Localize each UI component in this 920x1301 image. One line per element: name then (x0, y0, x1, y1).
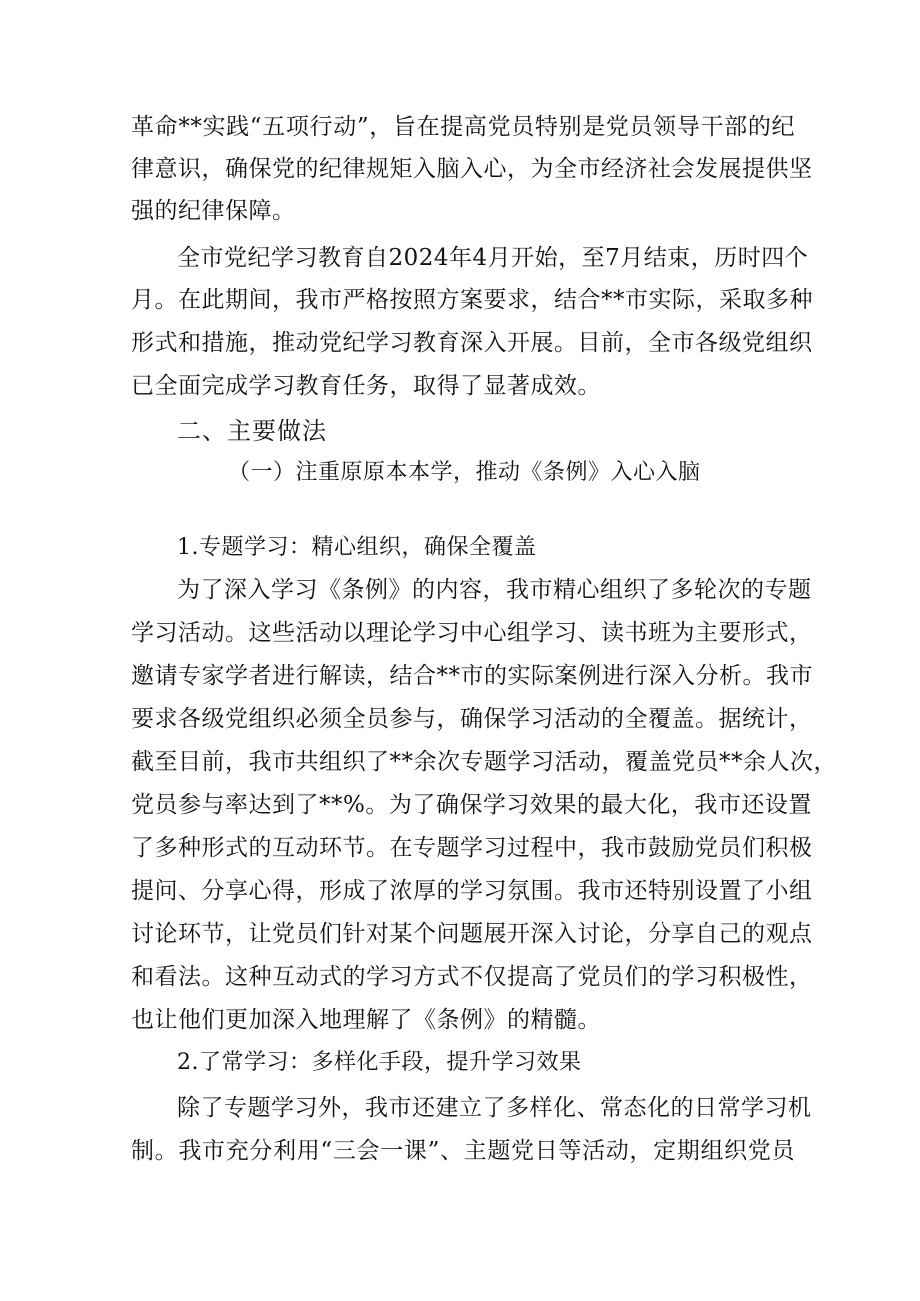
paragraph-3-line-8: 提问、分享心得，形成了浓厚的学习氛围。我市还特别设置了小组 (131, 878, 813, 904)
paragraph-4-line-2: 制。我市充分利用“三会一课”、主题党日等活动，定期组织党员 (131, 1138, 795, 1164)
paragraph-3-line-2: 学习活动。这些活动以理论学习中心组学习、读书班为主要形式， (131, 620, 813, 646)
paragraph-3-line-11: 也让他们更加深入地理解了《条例》的精髓。 (131, 1007, 601, 1033)
paragraph-3-line-3: 邀请专家学者进行解读，结合**市的实际案例进行深入分析。我市 (131, 663, 813, 689)
paragraph-3-line-6: 党员参与率达到了**%。为了确保学习效果的最大化，我市还设置 (131, 792, 812, 818)
paragraph-2-line-3: 形式和措施，推动党纪学习教育深入开展。目前，全市各级党组织 (131, 330, 813, 356)
paragraph-3-line-5: 截至目前，我市共组织了**余次专题学习活动，覆盖党员**余人次， (131, 749, 837, 775)
item-2-heading: 2.了常学习：多样化手段，提升学习效果 (177, 1050, 582, 1075)
paragraph-3-line-7: 了多种形式的互动环节。在专题学习过程中，我市鼓励党员们积极 (131, 835, 813, 861)
paragraph-3-line-10: 和看法。这种互动式的学习方式不仅提高了党员们的学习积极性， (131, 964, 813, 990)
paragraph-3-line-1: 为了深入学习《条例》的内容，我市精心组织了多轮次的专题 (177, 577, 812, 603)
paragraph-2-line-1: 全市党纪学习教育自2024年4月开始，至7月结束，历时四个 (177, 245, 809, 271)
paragraph-1-line-3: 强的纪律保障。 (131, 198, 296, 224)
paragraph-3-line-4: 要求各级党组织必须全员参与，确保学习活动的全覆盖。据统计， (131, 706, 813, 732)
item-1-heading: 1.专题学习：精心组织，确保全覆盖 (177, 535, 537, 560)
paragraph-1-line-2: 律意识，确保党的纪律规矩入脑入心，为全市经济社会发展提供坚 (131, 156, 813, 182)
paragraph-3-line-9: 讨论环节，让党员们针对某个问题展开深入讨论，分享自己的观点 (131, 921, 813, 947)
subsection-heading: （一）注重原原本本学，推动《条例》入心入脑 (228, 460, 701, 485)
paragraph-4-line-1: 除了专题学习外，我市还建立了多样化、常态化的日常学习机 (177, 1095, 812, 1121)
section-heading: 二、主要做法 (177, 417, 327, 445)
paragraph-1-line-1: 革命**实践“五项行动”，旨在提高党员特别是党员领导干部的纪 (131, 114, 795, 140)
paragraph-2-line-2: 月。在此期间，我市严格按照方案要求，结合**市实际，采取多种 (131, 287, 813, 313)
paragraph-2-line-4: 已全面完成学习教育任务，取得了显著成效。 (131, 373, 601, 399)
